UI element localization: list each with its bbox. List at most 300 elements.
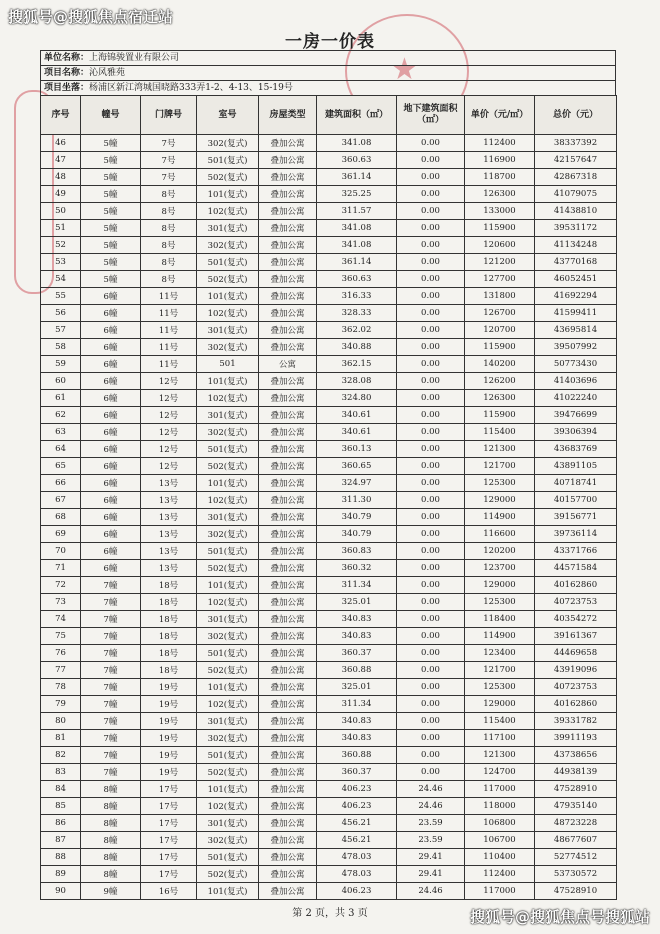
table-cell: 39911193 <box>535 730 617 747</box>
table-cell: 12号 <box>141 441 197 458</box>
table-cell: 5幢 <box>81 169 141 186</box>
table-cell: 叠加公寓 <box>259 594 317 611</box>
table-cell: 叠加公寓 <box>259 220 317 237</box>
table-cell: 8号 <box>141 271 197 288</box>
table-cell: 0.00 <box>397 407 465 424</box>
table-cell: 39736114 <box>535 526 617 543</box>
table-cell: 0.00 <box>397 543 465 560</box>
table-cell: 102(复式) <box>197 203 259 220</box>
table-cell: 501(复式) <box>197 645 259 662</box>
table-cell: 341.08 <box>317 220 397 237</box>
table-cell: 6幢 <box>81 390 141 407</box>
table-cell: 78 <box>41 679 81 696</box>
table-cell: 478.03 <box>317 849 397 866</box>
table-cell: 叠加公寓 <box>259 798 317 815</box>
table-cell: 42157647 <box>535 152 617 169</box>
table-row <box>41 611 617 628</box>
table-cell: 55 <box>41 288 81 305</box>
table-cell: 501(复式) <box>197 254 259 271</box>
table-cell: 340.88 <box>317 339 397 356</box>
table-cell: 102(复式) <box>197 696 259 713</box>
table-cell: 478.03 <box>317 866 397 883</box>
table-cell: 52774512 <box>535 849 617 866</box>
table-cell: 19号 <box>141 764 197 781</box>
column-header: 室号 <box>197 96 259 135</box>
table-cell: 101(复式) <box>197 373 259 390</box>
table-cell: 7幢 <box>81 645 141 662</box>
table-row <box>41 492 617 509</box>
table-cell: 406.23 <box>317 883 397 900</box>
table-cell: 101(复式) <box>197 186 259 203</box>
table-cell: 360.65 <box>317 458 397 475</box>
table-cell: 123700 <box>465 560 535 577</box>
table-row <box>41 356 617 373</box>
table-cell: 456.21 <box>317 815 397 832</box>
table-cell: 83 <box>41 764 81 781</box>
table-cell: 68 <box>41 509 81 526</box>
table-cell: 叠加公寓 <box>259 679 317 696</box>
table-cell: 101(复式) <box>197 781 259 798</box>
table-cell: 115400 <box>465 713 535 730</box>
table-row <box>41 237 617 254</box>
table-cell: 6幢 <box>81 475 141 492</box>
table-cell: 340.83 <box>317 730 397 747</box>
table-cell: 125300 <box>465 594 535 611</box>
table-cell: 40162860 <box>535 577 617 594</box>
table-cell: 39161367 <box>535 628 617 645</box>
table-cell: 324.97 <box>317 475 397 492</box>
table-row <box>41 696 617 713</box>
table-cell: 121300 <box>465 441 535 458</box>
table-cell: 29.41 <box>397 866 465 883</box>
table-cell: 0.00 <box>397 611 465 628</box>
table-cell: 65 <box>41 458 81 475</box>
table-cell: 叠加公寓 <box>259 509 317 526</box>
table-cell: 44571584 <box>535 560 617 577</box>
table-cell: 5幢 <box>81 135 141 152</box>
table-cell: 17号 <box>141 849 197 866</box>
table-cell: 324.80 <box>317 390 397 407</box>
table-cell: 5幢 <box>81 152 141 169</box>
table-row <box>41 730 617 747</box>
table-cell: 0.00 <box>397 730 465 747</box>
table-cell: 19号 <box>141 730 197 747</box>
table-cell: 0.00 <box>397 305 465 322</box>
table-cell: 41403696 <box>535 373 617 390</box>
table-cell: 328.33 <box>317 305 397 322</box>
table-row <box>41 186 617 203</box>
table-cell: 12号 <box>141 424 197 441</box>
table-cell: 52 <box>41 237 81 254</box>
table-cell: 121700 <box>465 458 535 475</box>
table-cell: 29.41 <box>397 849 465 866</box>
table-cell: 13号 <box>141 475 197 492</box>
table-cell: 106800 <box>465 815 535 832</box>
table-row <box>41 764 617 781</box>
table-cell: 501(复式) <box>197 441 259 458</box>
table-cell: 6幢 <box>81 509 141 526</box>
table-cell: 5幢 <box>81 254 141 271</box>
table-cell: 48 <box>41 169 81 186</box>
table-cell: 6幢 <box>81 322 141 339</box>
table-cell: 61 <box>41 390 81 407</box>
table-cell: 406.23 <box>317 798 397 815</box>
table-cell: 112400 <box>465 135 535 152</box>
table-cell: 41022240 <box>535 390 617 407</box>
table-cell: 7号 <box>141 135 197 152</box>
table-cell: 6幢 <box>81 441 141 458</box>
table-cell: 44938139 <box>535 764 617 781</box>
table-cell: 8号 <box>141 203 197 220</box>
table-cell: 325.25 <box>317 186 397 203</box>
info-developer <box>41 51 616 66</box>
table-cell: 114900 <box>465 628 535 645</box>
table-cell: 7幢 <box>81 628 141 645</box>
table-row <box>41 679 617 696</box>
table-cell: 325.01 <box>317 594 397 611</box>
table-cell: 8幢 <box>81 849 141 866</box>
table-cell: 7幢 <box>81 679 141 696</box>
table-cell: 5幢 <box>81 186 141 203</box>
table-cell: 360.37 <box>317 764 397 781</box>
table-cell: 叠加公寓 <box>259 849 317 866</box>
table-row <box>41 424 617 441</box>
info-row-project <box>41 66 616 81</box>
table-cell: 502(复式) <box>197 866 259 883</box>
table-cell: 70 <box>41 543 81 560</box>
table-cell: 102(复式) <box>197 594 259 611</box>
table-cell: 126200 <box>465 373 535 390</box>
table-cell: 0.00 <box>397 526 465 543</box>
table-cell: 117100 <box>465 730 535 747</box>
table-cell: 301(复式) <box>197 220 259 237</box>
column-header: 房屋类型 <box>259 96 317 135</box>
table-cell: 叠加公寓 <box>259 645 317 662</box>
table-cell: 17号 <box>141 781 197 798</box>
table-row <box>41 305 617 322</box>
column-header: 单价（元/㎡） <box>465 96 535 135</box>
table-cell: 117000 <box>465 781 535 798</box>
page-footer: 第 2 页，共 3 页 <box>292 908 368 919</box>
table-cell: 47528910 <box>535 883 617 900</box>
table-row <box>41 832 617 849</box>
table-cell: 12号 <box>141 373 197 390</box>
table-cell: 叠加公寓 <box>259 254 317 271</box>
table-cell: 0.00 <box>397 560 465 577</box>
table-cell: 41438810 <box>535 203 617 220</box>
column-header: 幢号 <box>81 96 141 135</box>
table-cell: 81 <box>41 730 81 747</box>
table-cell: 121200 <box>465 254 535 271</box>
table-cell: 叠加公寓 <box>259 577 317 594</box>
table-cell: 74 <box>41 611 81 628</box>
table-cell: 8号 <box>141 237 197 254</box>
table-cell: 43919096 <box>535 662 617 679</box>
table-cell: 0.00 <box>397 509 465 526</box>
table-cell: 48677607 <box>535 832 617 849</box>
watermark-bottom: 搜狐号@搜狐焦点号搜狐站 <box>469 908 650 926</box>
table-cell: 18号 <box>141 662 197 679</box>
table-row <box>41 254 617 271</box>
table-row <box>41 203 617 220</box>
table-cell: 7号 <box>141 169 197 186</box>
table-cell: 8幢 <box>81 832 141 849</box>
table-cell: 67 <box>41 492 81 509</box>
table-cell: 8幢 <box>81 866 141 883</box>
table-cell: 63 <box>41 424 81 441</box>
table-cell: 301(复式) <box>197 322 259 339</box>
table-cell: 24.46 <box>397 781 465 798</box>
table-cell: 13号 <box>141 526 197 543</box>
table-cell: 0.00 <box>397 373 465 390</box>
table-cell: 102(复式) <box>197 798 259 815</box>
table-cell: 17号 <box>141 798 197 815</box>
table-cell: 88 <box>41 849 81 866</box>
table-cell: 362.15 <box>317 356 397 373</box>
table-cell: 叠加公寓 <box>259 305 317 322</box>
table-cell: 40354272 <box>535 611 617 628</box>
table-cell: 0.00 <box>397 645 465 662</box>
table-cell: 0.00 <box>397 441 465 458</box>
table-cell: 501(复式) <box>197 543 259 560</box>
table-cell: 301(复式) <box>197 509 259 526</box>
table-cell: 85 <box>41 798 81 815</box>
table-cell: 121300 <box>465 747 535 764</box>
table-cell: 6幢 <box>81 543 141 560</box>
table-cell: 73 <box>41 594 81 611</box>
info-project-value: 沁风雅苑 <box>89 68 126 78</box>
table-cell: 501(复式) <box>197 152 259 169</box>
table-cell: 13号 <box>141 509 197 526</box>
table-cell: 115900 <box>465 220 535 237</box>
table-cell: 53 <box>41 254 81 271</box>
table-cell: 39306394 <box>535 424 617 441</box>
table-cell: 123400 <box>465 645 535 662</box>
table-row <box>41 135 617 152</box>
table-row <box>41 458 617 475</box>
table-cell: 叠加公寓 <box>259 611 317 628</box>
table-cell: 6幢 <box>81 407 141 424</box>
table-cell: 360.88 <box>317 662 397 679</box>
table-cell: 302(复式) <box>197 730 259 747</box>
table-row <box>41 713 617 730</box>
table-cell: 501(复式) <box>197 849 259 866</box>
table-cell: 43683769 <box>535 441 617 458</box>
table-cell: 325.01 <box>317 679 397 696</box>
column-header: 地下建筑面积（㎡） <box>397 96 465 135</box>
table-cell: 叠加公寓 <box>259 169 317 186</box>
table-cell: 62 <box>41 407 81 424</box>
table-cell: 叠加公寓 <box>259 543 317 560</box>
table-cell: 80 <box>41 713 81 730</box>
table-cell: 116600 <box>465 526 535 543</box>
star-icon: ★ <box>391 52 418 87</box>
table-cell: 120700 <box>465 322 535 339</box>
table-row <box>41 475 617 492</box>
table-cell: 18号 <box>141 611 197 628</box>
table-row <box>41 849 617 866</box>
table-cell: 9幢 <box>81 883 141 900</box>
table-cell: 110400 <box>465 849 535 866</box>
table-row <box>41 662 617 679</box>
table-row <box>41 509 617 526</box>
table-cell: 叠加公寓 <box>259 560 317 577</box>
table-cell: 502(复式) <box>197 458 259 475</box>
table-cell: 340.83 <box>317 713 397 730</box>
table-cell: 362.02 <box>317 322 397 339</box>
table-cell: 0.00 <box>397 747 465 764</box>
table-cell: 7幢 <box>81 577 141 594</box>
table-cell: 0.00 <box>397 492 465 509</box>
table-cell: 0.00 <box>397 475 465 492</box>
table-row <box>41 747 617 764</box>
table-cell: 7幢 <box>81 611 141 628</box>
table-cell: 8幢 <box>81 815 141 832</box>
table-cell: 7幢 <box>81 662 141 679</box>
table-cell: 302(复式) <box>197 526 259 543</box>
table-cell: 60 <box>41 373 81 390</box>
table-row <box>41 339 617 356</box>
table-cell: 56 <box>41 305 81 322</box>
table-cell: 17号 <box>141 832 197 849</box>
table-cell: 124700 <box>465 764 535 781</box>
table-cell: 328.08 <box>317 373 397 390</box>
table-cell: 40723753 <box>535 679 617 696</box>
table-cell: 71 <box>41 560 81 577</box>
table-row <box>41 169 617 186</box>
table-row <box>41 798 617 815</box>
table-cell: 39156771 <box>535 509 617 526</box>
table-cell: 89 <box>41 866 81 883</box>
table-cell: 302(复式) <box>197 424 259 441</box>
table-cell: 19号 <box>141 679 197 696</box>
table-cell: 131800 <box>465 288 535 305</box>
table-header-row <box>41 96 617 135</box>
table-cell: 129000 <box>465 492 535 509</box>
table-cell: 360.63 <box>317 271 397 288</box>
table-cell: 6幢 <box>81 373 141 390</box>
table-cell: 0.00 <box>397 696 465 713</box>
table-cell: 8幢 <box>81 798 141 815</box>
table-cell: 406.23 <box>317 781 397 798</box>
table-cell: 40723753 <box>535 594 617 611</box>
table-cell: 6幢 <box>81 458 141 475</box>
table-cell: 13号 <box>141 492 197 509</box>
table-cell: 12号 <box>141 407 197 424</box>
table-cell: 0.00 <box>397 577 465 594</box>
table-cell: 39476699 <box>535 407 617 424</box>
table-cell: 301(复式) <box>197 407 259 424</box>
table-cell: 115900 <box>465 407 535 424</box>
table-cell: 360.32 <box>317 560 397 577</box>
table-cell: 叠加公寓 <box>259 883 317 900</box>
table-cell: 叠加公寓 <box>259 237 317 254</box>
info-location-value: 杨浦区新江湾城国晓路333弄1-2、4-13、15-19号 <box>89 83 293 93</box>
table-cell: 79 <box>41 696 81 713</box>
project-info-table <box>40 50 616 96</box>
table-cell: 11号 <box>141 339 197 356</box>
table-row <box>41 220 617 237</box>
table-cell: 0.00 <box>397 203 465 220</box>
table-cell: 0.00 <box>397 339 465 356</box>
table-cell: 0.00 <box>397 288 465 305</box>
table-cell: 311.34 <box>317 696 397 713</box>
table-cell: 114900 <box>465 509 535 526</box>
table-cell: 23.59 <box>397 815 465 832</box>
table-cell: 456.21 <box>317 832 397 849</box>
table-cell: 341.08 <box>317 237 397 254</box>
table-cell: 0.00 <box>397 764 465 781</box>
table-cell: 42867318 <box>535 169 617 186</box>
table-cell: 69 <box>41 526 81 543</box>
table-cell: 叠加公寓 <box>259 458 317 475</box>
table-cell: 40157700 <box>535 492 617 509</box>
table-cell: 53730572 <box>535 866 617 883</box>
table-cell: 8号 <box>141 220 197 237</box>
table-cell: 叠加公寓 <box>259 186 317 203</box>
table-cell: 0.00 <box>397 254 465 271</box>
table-cell: 0.00 <box>397 679 465 696</box>
table-cell: 118400 <box>465 611 535 628</box>
column-header: 总价（元） <box>535 96 617 135</box>
table-cell: 0.00 <box>397 662 465 679</box>
table-cell: 302(复式) <box>197 628 259 645</box>
table-cell: 340.83 <box>317 628 397 645</box>
table-cell: 54 <box>41 271 81 288</box>
table-cell: 叠加公寓 <box>259 203 317 220</box>
table-cell: 47 <box>41 152 81 169</box>
table-cell: 0.00 <box>397 135 465 152</box>
table-cell: 90 <box>41 883 81 900</box>
page-title: 一房一价表 <box>285 32 375 52</box>
table-cell: 102(复式) <box>197 390 259 407</box>
table-cell: 5幢 <box>81 220 141 237</box>
table-cell: 0.00 <box>397 152 465 169</box>
table-cell: 23.59 <box>397 832 465 849</box>
table-cell: 24.46 <box>397 883 465 900</box>
table-cell: 24.46 <box>397 798 465 815</box>
table-cell: 340.79 <box>317 509 397 526</box>
table-row <box>41 288 617 305</box>
table-cell: 116900 <box>465 152 535 169</box>
table-cell: 87 <box>41 832 81 849</box>
table-cell: 86 <box>41 815 81 832</box>
table-cell: 43738656 <box>535 747 617 764</box>
table-cell: 120600 <box>465 237 535 254</box>
table-cell: 120200 <box>465 543 535 560</box>
table-cell: 302(复式) <box>197 237 259 254</box>
table-cell: 叠加公寓 <box>259 747 317 764</box>
table-cell: 0.00 <box>397 594 465 611</box>
table-cell: 126700 <box>465 305 535 322</box>
table-cell: 7幢 <box>81 696 141 713</box>
column-header: 建筑面积（㎡） <box>317 96 397 135</box>
table-cell: 18号 <box>141 594 197 611</box>
table-cell: 8号 <box>141 186 197 203</box>
table-cell: 13号 <box>141 543 197 560</box>
table-cell: 360.13 <box>317 441 397 458</box>
table-cell: 311.57 <box>317 203 397 220</box>
table-row <box>41 271 617 288</box>
table-cell: 7幢 <box>81 747 141 764</box>
table-cell: 12号 <box>141 390 197 407</box>
table-cell: 5幢 <box>81 203 141 220</box>
table-row <box>41 543 617 560</box>
table-cell: 叠加公寓 <box>259 271 317 288</box>
table-cell: 叠加公寓 <box>259 781 317 798</box>
table-cell: 64 <box>41 441 81 458</box>
column-header: 序号 <box>41 96 81 135</box>
